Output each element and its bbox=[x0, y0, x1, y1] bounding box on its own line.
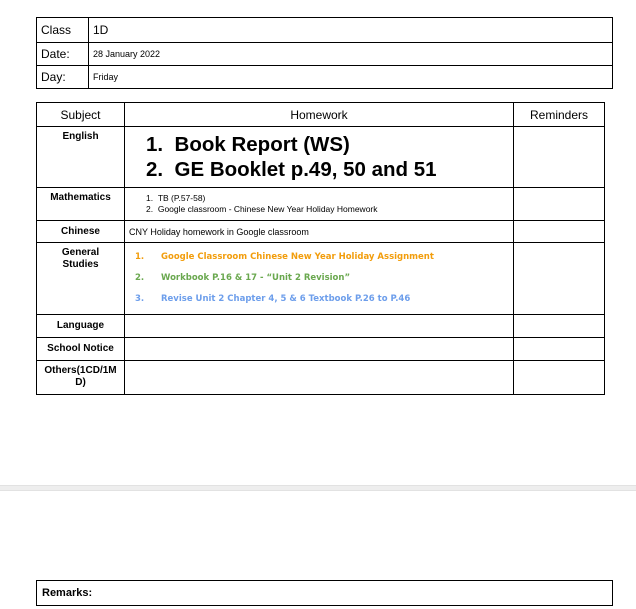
language-subject: Language bbox=[37, 315, 125, 338]
chinese-homework-cell[interactable]: CNY Holiday homework in Google classroom bbox=[125, 221, 514, 243]
school-notice-subject: School Notice bbox=[37, 338, 125, 361]
chinese-subject: Chinese bbox=[37, 221, 125, 243]
remarks-table bbox=[36, 580, 613, 606]
mathematics-item: 1. TB (P.57-58) bbox=[146, 193, 206, 203]
school-notice-row bbox=[37, 338, 605, 361]
chinese-reminders-cell[interactable] bbox=[514, 221, 605, 243]
english-item: 2. GE Booklet p.49, 50 and 51 bbox=[146, 158, 437, 181]
english-reminders-cell[interactable] bbox=[514, 127, 605, 188]
school-notice-homework-cell[interactable] bbox=[125, 338, 514, 361]
chinese-row bbox=[37, 221, 605, 243]
date-value[interactable]: 28 January 2022 bbox=[89, 43, 613, 66]
date-label: Date: bbox=[37, 43, 89, 66]
mathematics-subject: Mathematics bbox=[37, 188, 125, 221]
mathematics-homework-cell[interactable] bbox=[125, 188, 514, 221]
remarks-label[interactable]: Remarks: bbox=[37, 581, 613, 606]
language-reminders-cell[interactable] bbox=[514, 315, 605, 338]
class-label: Class bbox=[37, 18, 89, 43]
homework-header: Homework bbox=[125, 103, 514, 127]
others-homework-cell[interactable] bbox=[125, 361, 514, 395]
mathematics-row bbox=[37, 188, 605, 221]
school-notice-reminders-cell[interactable] bbox=[514, 338, 605, 361]
others-subject: Others(1CD/1M D) bbox=[37, 361, 125, 395]
general-studies-row bbox=[37, 243, 605, 315]
language-row bbox=[37, 315, 605, 338]
english-item: 1. Book Report (WS) bbox=[146, 133, 350, 156]
general-studies-item: 3. Revise Unit 2 Chapter 4, 5 & 6 Textbook P.26 to P.46 bbox=[135, 294, 411, 304]
english-subject: English bbox=[37, 127, 125, 188]
general-studies-item: 2. Workbook P.16 & 17 - “Unit 2 Revision” bbox=[135, 273, 351, 283]
day-label: Day: bbox=[37, 66, 89, 89]
general-studies-homework-cell[interactable] bbox=[125, 243, 514, 315]
homework-table bbox=[36, 102, 605, 395]
general-studies-subject: General Studies bbox=[37, 243, 125, 315]
day-value[interactable]: Friday bbox=[89, 66, 613, 89]
page-break bbox=[0, 485, 636, 491]
language-homework-cell[interactable] bbox=[125, 315, 514, 338]
mathematics-reminders-cell[interactable] bbox=[514, 188, 605, 221]
mathematics-item: 2. Google classroom - Chinese New Year Holiday Homework bbox=[146, 204, 378, 214]
english-row bbox=[37, 127, 605, 188]
general-studies-item: 1. Google Classroom Chinese New Year Holiday Assignment bbox=[135, 252, 434, 262]
general-studies-reminders-cell[interactable] bbox=[514, 243, 605, 315]
class-info-table bbox=[36, 17, 613, 89]
english-homework-cell[interactable] bbox=[125, 127, 514, 188]
reminders-header: Reminders bbox=[514, 103, 605, 127]
others-row bbox=[37, 361, 605, 395]
subject-header: Subject bbox=[37, 103, 125, 127]
others-reminders-cell[interactable] bbox=[514, 361, 605, 395]
class-value[interactable]: 1D bbox=[89, 18, 613, 43]
